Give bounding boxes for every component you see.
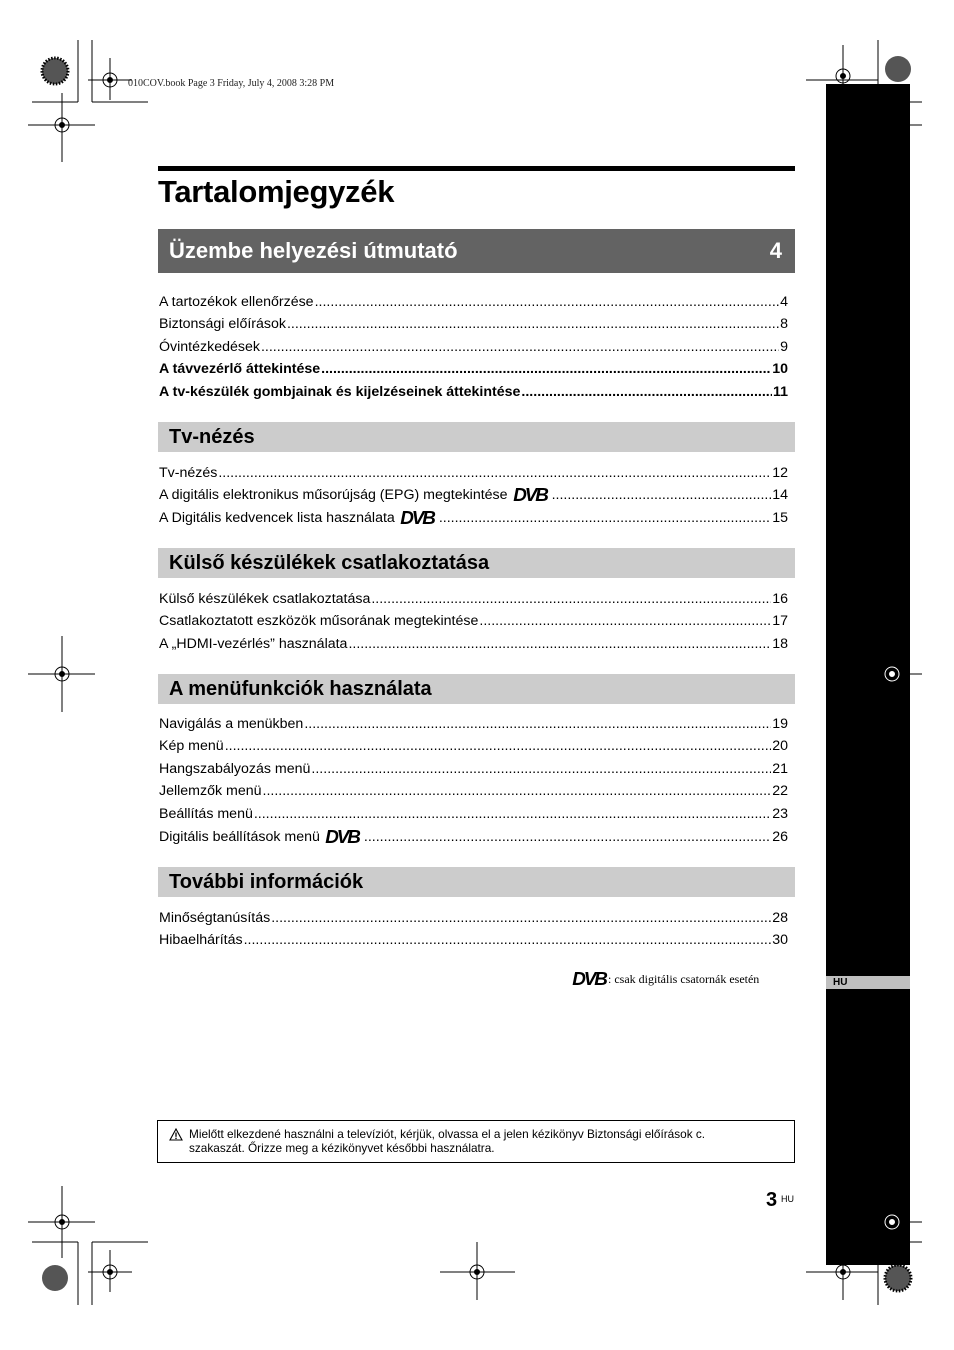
toc-list-external bbox=[159, 585, 788, 653]
toc-item[interactable]: Beállítás menü ..... 23 bbox=[159, 800, 788, 823]
toc-item[interactable]: Biztonsági előírások ..... 8 bbox=[159, 311, 788, 334]
toc-item[interactable]: A távvezérlő áttekintése ..... 10 bbox=[159, 356, 788, 379]
title-rule bbox=[158, 166, 795, 171]
toc-item[interactable]: Csatlakoztatott eszközök műsorának megtekintése ..... 17 bbox=[159, 608, 788, 631]
dvb-logo-icon: DVB bbox=[400, 507, 434, 527]
toc-item[interactable]: Hangszabályozás menü ..... 21 bbox=[159, 755, 788, 778]
toc-item[interactable]: A „HDMI-vezérlés” használata ..... 18 bbox=[159, 630, 788, 653]
toc-item[interactable]: Hibaelhárítás ..... 30 bbox=[159, 927, 788, 950]
toc-item[interactable]: Tv-nézés ..... 12 bbox=[159, 459, 788, 482]
toc-item[interactable]: Navigálás a menükben ..... 19 bbox=[159, 710, 788, 733]
page-title: Tartalomjegyzék bbox=[158, 174, 395, 209]
toc-item[interactable]: Óvintézkedések ..... 9 bbox=[159, 333, 788, 356]
warning-icon bbox=[169, 1128, 183, 1141]
toc-item[interactable]: Jellemzők menü ..... 22 bbox=[159, 778, 788, 801]
warning-line-2: szakaszát. Őrizze meg a kézikönyvet későbbi használatra. bbox=[189, 1141, 495, 1155]
toc-item[interactable]: A tartozékok ellenőrzése ..... 4 bbox=[159, 288, 788, 311]
dvb-legend bbox=[573, 971, 759, 988]
section-header-external: Külső készülékek csatlakoztatása bbox=[158, 548, 795, 578]
dvb-logo-icon: DVB bbox=[572, 969, 606, 989]
language-side-tab bbox=[826, 84, 910, 1265]
page-number: 3 bbox=[766, 1189, 778, 1211]
warning-box bbox=[157, 1120, 795, 1163]
toc-item[interactable]: Kép menü ..... 20 bbox=[159, 733, 788, 756]
dvb-logo-icon: DVB bbox=[325, 826, 359, 846]
toc-list-more-info bbox=[159, 904, 788, 949]
toc-item[interactable]: Külső készülékek csatlakoztatása ..... 16 bbox=[159, 585, 788, 608]
toc-item[interactable]: A tv-készülék gombjainak és kijelzéseinek áttekintése ..... 11 bbox=[159, 378, 788, 401]
section-header-setup bbox=[158, 229, 795, 273]
dvb-logo-icon: DVB bbox=[512, 485, 547, 505]
toc-item[interactable]: A Digitális kedvencek lista használata DVB ..... 15 bbox=[159, 504, 788, 527]
warning-line-1: Mielőtt elkezdené használni a televíziót, kérjük, olvassa el a jelen kézikönyv Biztonsági előírások c. bbox=[189, 1127, 706, 1141]
dvb-legend-text: : csak digitális csatornák esetén bbox=[608, 972, 760, 986]
section-page: 4 bbox=[769, 238, 782, 263]
section-header-more-info: További információk bbox=[158, 867, 795, 897]
toc-list-setup bbox=[159, 288, 788, 401]
toc-item[interactable]: Digitális beállítások menü DVB ..... 26 bbox=[159, 823, 788, 846]
toc-list-tv bbox=[159, 459, 788, 527]
section-title: Üzembe helyezési útmutató bbox=[169, 238, 458, 263]
section-header-tv: Tv-nézés bbox=[158, 422, 795, 452]
warning-text bbox=[189, 1127, 705, 1162]
print-info: 010COV.book Page 3 Friday, July 4, 2008 3:28 PM bbox=[128, 78, 335, 89]
toc-list-menus bbox=[159, 710, 788, 846]
page-number-suffix: HU bbox=[781, 1194, 794, 1204]
section-header-menus: A menüfunkciók használata bbox=[158, 674, 795, 704]
language-tab-label: HU bbox=[826, 976, 910, 989]
toc-item[interactable]: Minőségtanúsítás ..... 28 bbox=[159, 904, 788, 927]
toc-item[interactable]: A digitális elektronikus műsorújság (EPG) megtekintése DVB ..... 14 bbox=[159, 482, 788, 505]
